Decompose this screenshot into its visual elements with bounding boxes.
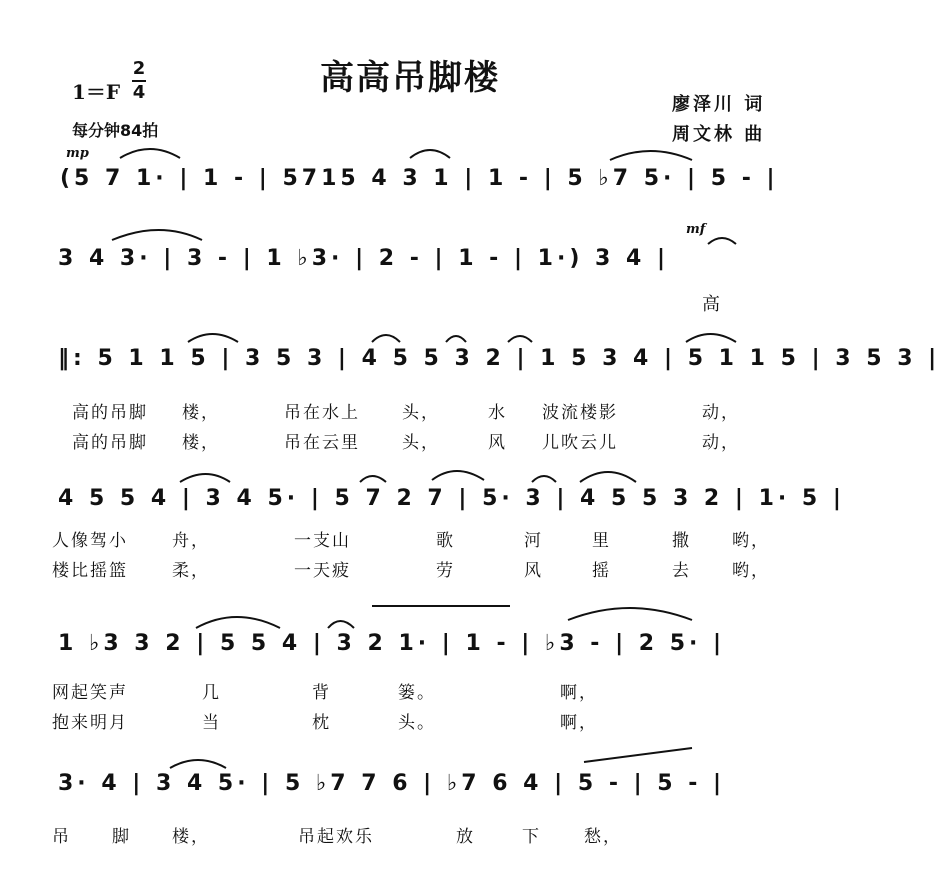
lyric: 柔， bbox=[172, 561, 210, 581]
lyric: 头， bbox=[402, 403, 440, 423]
tempo-marking: 每分钟84拍 bbox=[72, 121, 159, 140]
slur bbox=[372, 335, 400, 342]
lyric: 几 bbox=[202, 683, 221, 703]
slur bbox=[180, 474, 230, 482]
lyric: 吊在云里 bbox=[284, 433, 360, 453]
key-signature: 1＝F bbox=[72, 80, 121, 104]
slur bbox=[446, 336, 466, 342]
lyric: 动， bbox=[702, 433, 740, 453]
lyric: 放 bbox=[456, 827, 475, 847]
pickup-lyric: 高 bbox=[702, 294, 720, 315]
lyric: 风 bbox=[488, 433, 507, 453]
time-signature-top: 2 bbox=[132, 58, 146, 79]
slur bbox=[432, 471, 484, 480]
lyric: 哟， bbox=[732, 561, 770, 581]
dynamic-mf: mf bbox=[686, 222, 706, 237]
slur bbox=[120, 149, 180, 158]
slur bbox=[580, 472, 636, 482]
staff-line-4-notes: 4 5 5 4 | 3 4 5· | 5 7 2 7 | 5· 3 | 4 5 5 3 2 | 1· 5 | bbox=[58, 486, 845, 511]
lyric: 网起笑声 bbox=[52, 683, 128, 703]
lyric: 儿吹云儿 bbox=[542, 433, 618, 453]
slur bbox=[532, 476, 556, 482]
lyric: 高的吊脚 bbox=[72, 403, 148, 423]
slur bbox=[568, 608, 692, 620]
lyric: 抱来明月 bbox=[52, 713, 128, 733]
slur bbox=[360, 476, 386, 482]
staff-line-2-notes: 3 4 3· | 3 - | 1 ♭3· | 2 - | 1 - | 1·) 3 4 | bbox=[58, 246, 670, 271]
lyric: 啊， bbox=[560, 713, 598, 733]
lyric: 啊， bbox=[560, 683, 598, 703]
staff-line-6-notes: 3· 4 | 3 4 5· | 5 ♭7 7 6 | ♭7 6 4 | 5 - | 5 - | bbox=[58, 771, 726, 796]
slur bbox=[112, 230, 202, 240]
slur bbox=[508, 336, 532, 342]
slur bbox=[708, 238, 736, 244]
lyric: 水 bbox=[488, 403, 507, 423]
lyric: 当 bbox=[202, 713, 221, 733]
lyric: 里 bbox=[592, 531, 611, 551]
slur bbox=[328, 621, 354, 628]
lyric: 劳 bbox=[436, 561, 455, 581]
lyric: 篓。 bbox=[398, 683, 436, 703]
lyric: 动， bbox=[702, 403, 740, 423]
lyric: 去 bbox=[672, 561, 691, 581]
lyric: 人像驾小 bbox=[52, 531, 128, 551]
lyric: 下 bbox=[522, 827, 541, 847]
composer-credit: 周文林 曲 bbox=[672, 124, 766, 145]
slur bbox=[610, 151, 692, 160]
slur bbox=[410, 150, 450, 158]
lyric: 吊在水上 bbox=[284, 403, 360, 423]
lyric: 舟， bbox=[172, 531, 210, 551]
lyric: 楼， bbox=[182, 403, 220, 423]
lyric: 高的吊脚 bbox=[72, 433, 148, 453]
lyric: 背 bbox=[312, 683, 331, 703]
lyric: 河 bbox=[524, 531, 543, 551]
lyric: 撒 bbox=[672, 531, 691, 551]
dynamic-mp: mp bbox=[66, 146, 89, 161]
lyric: 楼， bbox=[172, 827, 210, 847]
staff-line-1-notes: (5 7 1· | 1 - | 5715 4 3 1 | 1 - | 5 ♭7 5· | 5 - | bbox=[60, 166, 779, 191]
tie bbox=[584, 748, 692, 762]
lyric: 枕 bbox=[312, 713, 331, 733]
lyric: 吊起欢乐 bbox=[298, 827, 374, 847]
lyric: 波流楼影 bbox=[542, 403, 618, 423]
lyricist-credit: 廖泽川 词 bbox=[672, 94, 766, 115]
lyric: 头， bbox=[402, 433, 440, 453]
lyric: 摇 bbox=[592, 561, 611, 581]
lyric: 一天疲 bbox=[294, 561, 351, 581]
time-signature-bottom: 4 bbox=[132, 82, 146, 103]
slur bbox=[196, 617, 280, 628]
slur bbox=[170, 760, 226, 768]
lyric: 楼， bbox=[182, 433, 220, 453]
slur bbox=[188, 334, 238, 342]
lyric: 一支山 bbox=[294, 531, 351, 551]
lyric: 风 bbox=[524, 561, 543, 581]
lyric: 歌 bbox=[436, 531, 455, 551]
song-title: 高高吊脚楼 bbox=[320, 58, 500, 98]
staff-line-5-notes: 1 ♭3 3 2 | 5 5 4 | 3 2 1· | 1 - | ♭3 - | 2 5· | bbox=[58, 631, 726, 656]
staff-line-3-notes: ‖: 5 1 1 5 | 3 5 3 | 4 5 5 3 2 | 1 5 3 4 | 5 1 1 5 | 3 5 3 | bbox=[58, 346, 940, 371]
lyric: 哟， bbox=[732, 531, 770, 551]
lyric: 头。 bbox=[398, 713, 436, 733]
slur bbox=[686, 334, 736, 342]
lyric: 吊 bbox=[52, 827, 71, 847]
lyric: 楼比摇篮 bbox=[52, 561, 128, 581]
lyric: 脚 bbox=[112, 827, 131, 847]
lyric: 愁， bbox=[584, 827, 622, 847]
